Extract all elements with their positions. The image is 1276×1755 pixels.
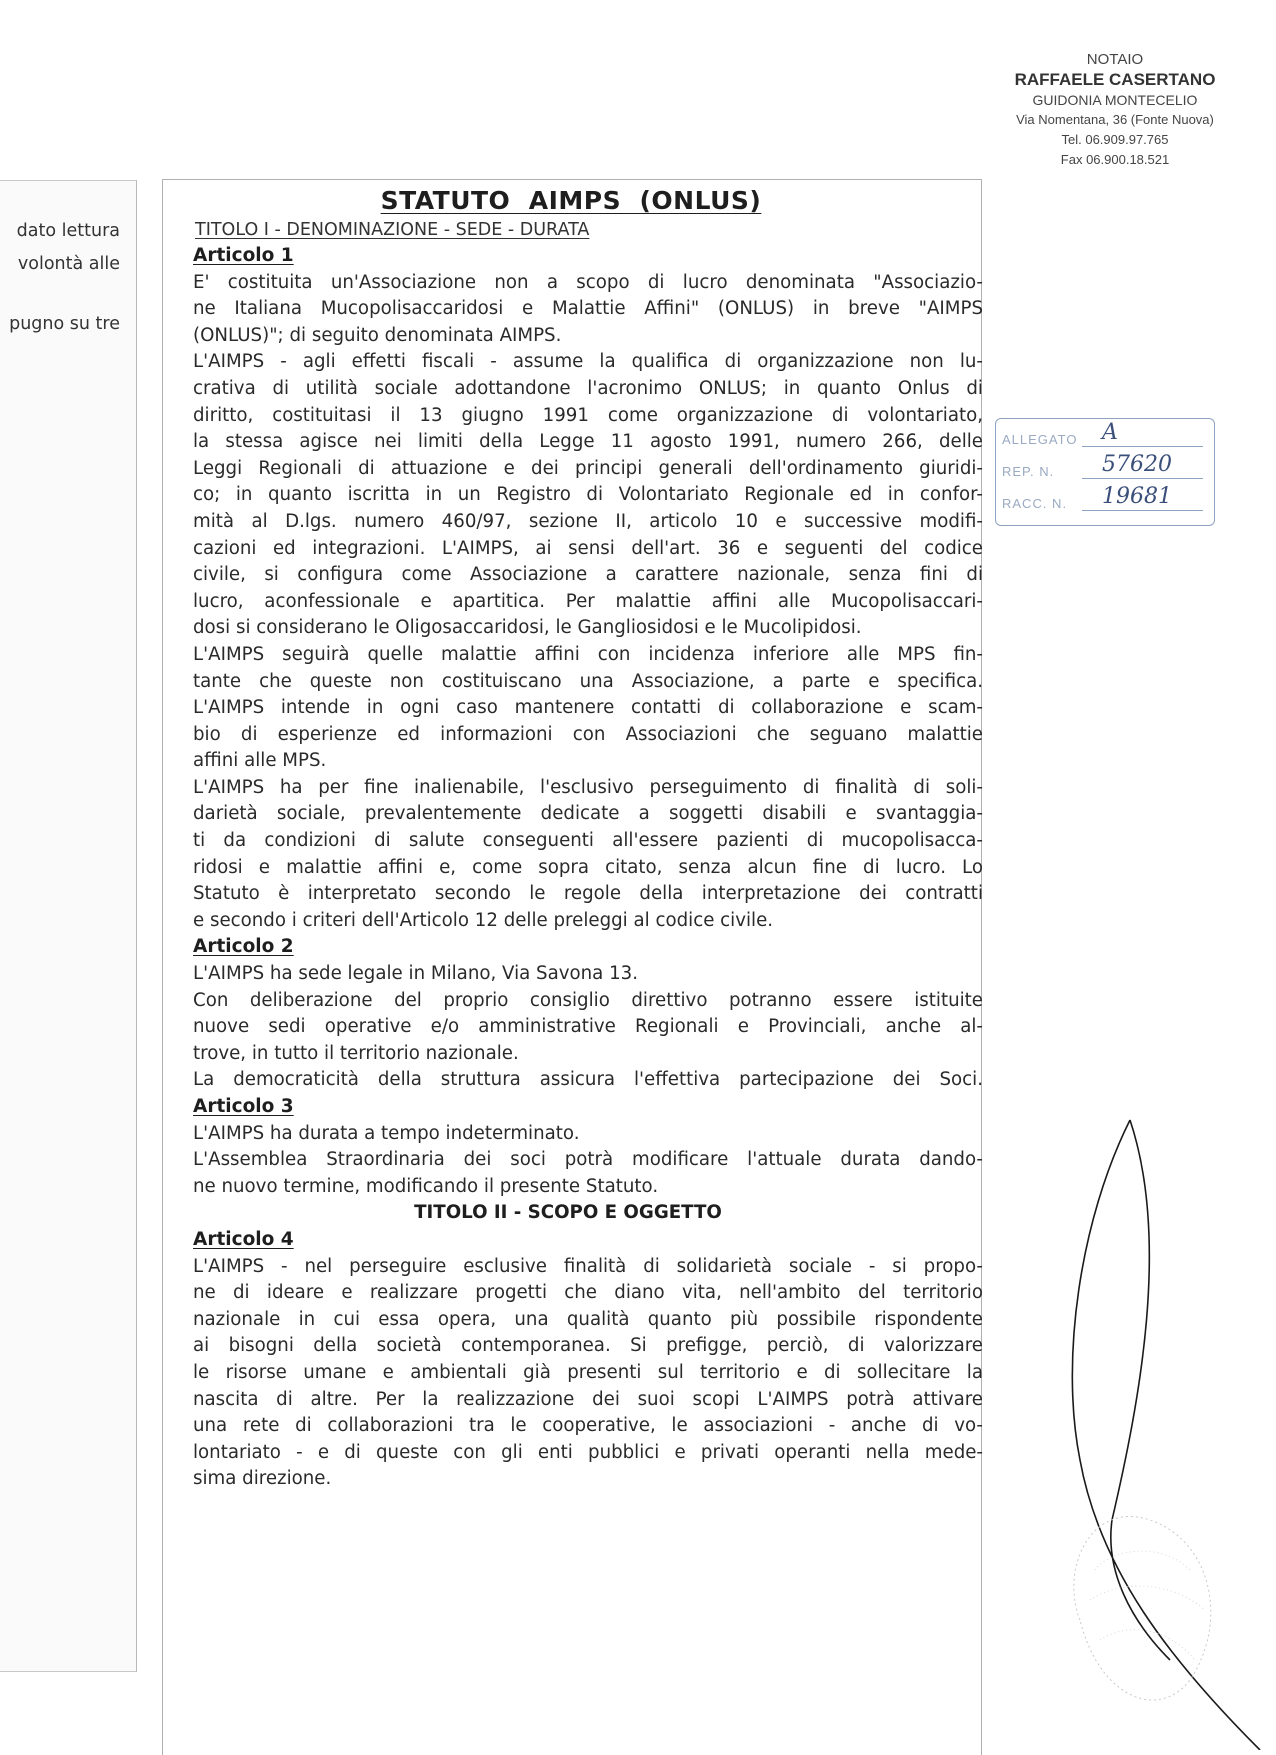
statute-line: nuove sedi operative e/o amministrative Regionali e Provinciali, anche al- — [193, 1016, 983, 1038]
statute-line: L'AIMPS - agli effetti fiscali - assume la qualifica di organizzazione non lu- — [193, 351, 983, 373]
statute-line: dosi si considerano le Oligosaccaridosi, le Gangliosidosi e le Mucolipidosi. — [193, 617, 862, 639]
statute-line: La democraticità della struttura assicura l'effettiva partecipazione dei Soci. — [193, 1069, 983, 1091]
statute-line: lucro, aconfessionale e apartitica. Per malattie affini alle Mucopolisaccari- — [193, 590, 983, 612]
statute-line: sima direzione. — [193, 1468, 332, 1490]
statute-line: la stessa agisce nei limiti della Legge 11 agosto 1991, numero 266, delle — [193, 431, 983, 453]
notary-fax: Fax 06.900.18.521 — [1060, 152, 1170, 167]
stamp-racc-value: 19681 — [1082, 484, 1203, 511]
statute-line: L'AIMPS ha per fine inalienabile, l'esclusivo perseguimento di finalità di soli- — [193, 776, 983, 798]
statute-line: L'AIMPS intende in ogni caso mantenere contatti di collaborazione e scam- — [193, 697, 983, 719]
stamp-allegato-label: ALLEGATO — [1002, 432, 1078, 447]
article-heading-text: Articolo 1 — [193, 245, 294, 266]
article-heading — [193, 934, 983, 961]
stamp-row-rep — [1002, 453, 1207, 483]
article-heading-text: Articolo 3 — [193, 1096, 294, 1117]
statute-line: L'AIMPS seguirà quelle malattie affini con incidenza inferiore alle MPS fin- — [193, 643, 983, 665]
statute-line: L'Assemblea Straordinaria dei soci potrà modificare l'attuale durata dando- — [193, 1149, 983, 1171]
stamp-racc-label: RACC. N. — [1002, 496, 1068, 511]
statute-line: le risorse umane e ambientali già presenti sul territorio e di sollecitare la — [193, 1361, 983, 1383]
seal-texture — [1090, 1551, 1205, 1660]
statute-line: ti da condizioni di salute conseguenti all'essere pazienti di mucopolisacca- — [193, 830, 983, 852]
statute-line: ne nuovo termine, modificando il presente Statuto. — [193, 1175, 659, 1197]
section-subtitle: TITOLO I - DENOMINAZIONE - SEDE - DURATA — [195, 220, 590, 240]
registration-stamp — [995, 418, 1215, 526]
document-title-text: STATUTO AIMPS (ONLUS) — [380, 186, 762, 215]
statute-line: darietà sociale, prevalentemente dedicate a soggetti disabili e svantaggia- — [193, 803, 983, 825]
statute-line: nascita di altre. Per la realizzazione dei suoi scopi L'AIMPS potrà attivare — [193, 1388, 983, 1410]
notary-label: NOTAIO — [1086, 51, 1144, 68]
article-heading — [193, 243, 983, 270]
statute-line: tante che queste non costituiscano una Associazione, a parte e specifica. — [193, 670, 983, 692]
statute-line: mità al D.lgs. numero 460/97, sezione II, articolo 10 e successive modifi- — [193, 510, 983, 532]
notary-city: GUIDONIA MONTECELIO — [1032, 92, 1198, 108]
statute-line: affini alle MPS. — [193, 750, 327, 772]
statute-line: cazioni ed integrazioni. L'AIMPS, ai sensi dell'art. 36 e seguenti del codice — [193, 537, 983, 559]
margin-fragment: dato lettura — [16, 221, 120, 241]
statute-line: ne di ideare e realizzare progetti che diano vita, nell'ambito del territorio — [193, 1282, 983, 1304]
stamp-rep-value: 57620 — [1082, 452, 1203, 479]
article-heading-text: Articolo 2 — [193, 936, 294, 958]
statute-line: diritto, costituitasi il 13 giugno 1991 come organizzazione di volontariato, — [193, 404, 983, 426]
statute-line: civile, si configura come Associazione a carattere nazionale, senza fini di — [193, 564, 983, 586]
statute-line: nazionale in cui essa opera, una qualità quanto più possibile rispondente — [193, 1308, 983, 1330]
stamp-row-racc — [1002, 485, 1207, 515]
statute-line: L'AIMPS - nel perseguire esclusive finalità di solidarietà sociale - si propo- — [193, 1255, 983, 1277]
statute-line: ridosi e malattie affini e, come sopra citato, senza alcun fine di lucro. Lo — [193, 856, 983, 878]
statute-line: Statuto è interpretato secondo le regole della interpretazione dei contratti — [193, 883, 983, 905]
statute-line: L'AIMPS ha sede legale in Milano, Via Savona 13. — [193, 963, 639, 985]
article-heading — [193, 1094, 983, 1121]
stamp-row-allegato — [1002, 421, 1207, 451]
statute-line: lontariato - e di queste con gli enti pubblici e privati operanti nella mede- — [193, 1441, 983, 1463]
article-heading — [193, 1227, 983, 1254]
statute-line: E' costituita un'Associazione non a scopo di lucro denominata "Associazio- — [193, 271, 983, 293]
previous-page-edge — [0, 180, 137, 1672]
statute-line: ai bisogni della società contemporanea. Si prefigge, perciò, di valorizzare — [193, 1335, 983, 1357]
notary-tel: Tel. 06.909.97.765 — [1061, 132, 1169, 147]
statute-line: ne Italiana Mucopolisaccaridosi e Malattie Affini" (ONLUS) in breve "AIMPS — [193, 298, 983, 320]
document-title — [162, 186, 980, 215]
statute-line: (ONLUS)"; di seguito denominata AIMPS. — [193, 324, 562, 346]
statute-line: crativa di utilità sociale adottandone l'acronimo ONLUS; in quanto Onlus di — [193, 377, 983, 399]
section-title: TITOLO II - SCOPO E OGGETTO — [414, 1202, 722, 1224]
notary-signature-and-seal — [1020, 1100, 1276, 1750]
stamp-allegato-value: A — [1082, 420, 1203, 447]
seal-ring — [1074, 1516, 1211, 1700]
notary-name: RAFFAELE CASERTANO — [1014, 70, 1216, 89]
statute-line: co; in quanto iscritta in un Registro di Volontariato Regionale ed in confor- — [193, 484, 983, 506]
stamp-rep-label: REP. N. — [1002, 464, 1055, 479]
statute-line: Leggi Regionali di attuazione e dei principi generali dell'ordinamento giuridi- — [193, 457, 983, 479]
notary-address: Via Nomentana, 36 (Fonte Nuova) — [1016, 112, 1214, 127]
margin-fragment: volontà alle — [17, 254, 120, 274]
statute-body — [193, 243, 983, 1493]
statute-line: e secondo i criteri dell'Articolo 12 delle preleggi al codice civile. — [193, 909, 774, 931]
article-heading-text: Articolo 4 — [193, 1228, 294, 1250]
statute-line: L'AIMPS ha durata a tempo indeterminato. — [193, 1122, 580, 1144]
statute-line: una rete di collaborazioni tra le cooperative, le associazioni - anche di vo- — [193, 1415, 983, 1437]
margin-fragment: pugno su tre — [9, 314, 120, 334]
signature-stroke — [1072, 1120, 1260, 1750]
statute-line: bio di esperienze ed informazioni con Associazioni che seguano malattie — [193, 723, 983, 745]
notary-header — [960, 50, 1270, 170]
statute-line: Con deliberazione del proprio consiglio direttivo potranno essere istituite — [193, 989, 983, 1011]
statute-line: trove, in tutto il territorio nazionale. — [193, 1042, 519, 1064]
